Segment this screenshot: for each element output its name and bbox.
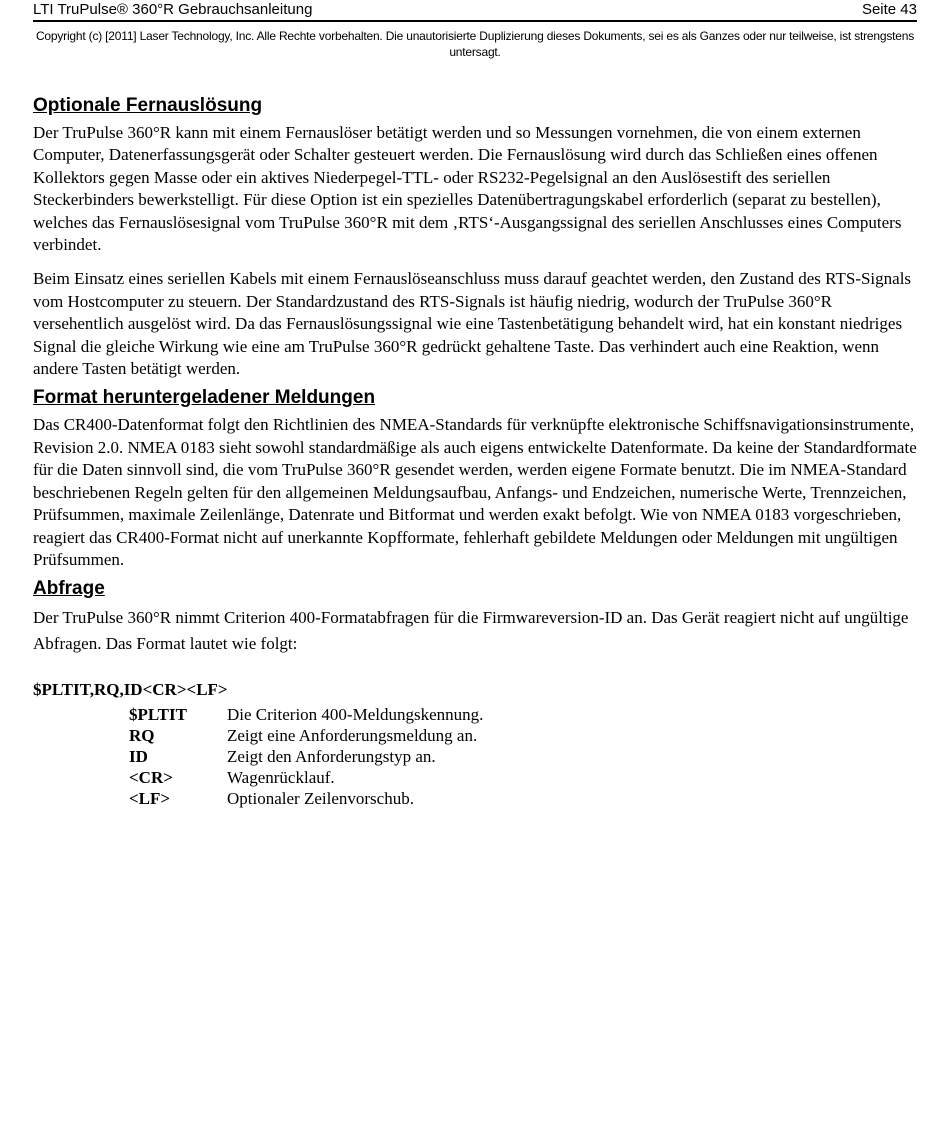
paragraph: Der TruPulse 360°R nimmt Criterion 400-Formatabfragen für die Firmwareversion-ID an. Das Gerät reagiert nicht auf ungültige Abfragen. Das Format lautet wie folgt: [33,608,909,654]
document-title: LTI TruPulse® 360°R Gebrauchsanleitung [33,1,313,18]
definition-description: Zeigt den Anforderungstyp an. [227,746,436,766]
page-header [33,0,917,22]
definition-row [129,746,483,767]
paragraph: Der TruPulse 360°R kann mit einem Fernauslöser betätigt werden und so Messungen vornehmen, die von einem externen Computer, Datenerfassungsgerät oder Schalter gesteuert werden. Die Fernauslösung wird durch das Schließen eines offenen Kollektors gegen Masse oder ein aktives Niederpegel-TTL- oder RS232-Pegelsignal an den Auslösestift des seriellen Steckerbinders bewerkstelligt. Für diese Option ist ein spezielles Datenübertragungskabel erforderlich (separat zu bestellen), welches das Fernauslösesignal vom TruPulse 360°R mit dem ‚RTS‘-Ausgangssignal des seriellen Anschlusses eines Computers verbindet. [33,123,902,255]
definition-term: RQ [129,725,155,745]
definition-term: <LF> [129,788,171,808]
page-content [33,94,917,809]
definition-description: Die Criterion 400-Meldungskennung. [227,704,484,724]
query-command: $PLTIT,RQ,ID<CR><LF> [33,680,228,700]
page-number: Seite 43 [861,1,917,18]
copyright-notice: Copyright (c) [2011] Laser Technology, Inc. Alle Rechte vorbehalten. Die unautorisierte Duplizierung dieses Dokuments, sei es als Ganzes oder nur teilweise, ist strengstens untersagt. [35,29,915,59]
definition-term: $PLTIT [129,704,187,724]
definition-term: <CR> [129,767,173,787]
section-heading-query: Abfrage [33,578,105,600]
definition-row [129,725,483,746]
definition-description: Zeigt eine Anforderungsmeldung an. [227,725,478,745]
section-heading-message-format: Format heruntergeladener Meldungen [33,387,376,409]
definition-description: Optionaler Zeilenvorschub. [227,788,414,808]
definition-row [129,767,483,788]
definition-term: ID [129,746,148,766]
definition-row [129,704,483,725]
definition-table [129,704,483,809]
paragraph: Beim Einsatz eines seriellen Kabels mit einem Fernauslöseanschluss muss darauf geachtet werden, den Zustand des RTS-Signals vom Hostcomputer zu steuern. Der Standardzustand des RTS-Signals ist häufig niedrig, wodurch der TruPulse 360°R versehentlich ausgelöst wird. Da das Fernauslösungssignal wie eine Tastenbetätigung behandelt wird, hat ein konstant niedriges Signal die gleiche Wirkung wie eine am TruPulse 360°R gedrückt gehaltene Taste. Das verhindert auch eine Reaktion, wenn andere Tasten betätigt werden. [33,269,912,379]
definition-row [129,788,483,809]
definition-description: Wagenrücklauf. [227,767,335,787]
paragraph: Das CR400-Datenformat folgt den Richtlinien des NMEA-Standards für verknüpfte elektronische Schiffsnavigationsinstrumente, Revision 2.0. NMEA 0183 sieht sowohl standardmäßige als auch eigens entwickelte Datenformate. Da keine der Standardformate für die Daten sinnvoll sind, die vom TruPulse 360°R gesendet werden, werden eigene Formate benutzt. Die im NMEA-Standard beschriebenen Regeln gelten für den allgemeinen Meldungsaufbau, Anfangs- und Endzeichen, numerische Werte, Trennzeichen, Prüfsummen, maximale Zeilenlänge, Datenrate und Bitformat und werden exakt befolgt. Wie von NMEA 0183 vorgeschrieben, reagiert das CR400-Format nicht auf unerkannte Kopfformate, fehlerhaft gebildete Meldungen oder Meldungen mit ungültigen Prüfsummen. [33,415,917,569]
section-heading-remote-trigger: Optionale Fernauslösung [33,95,263,116]
